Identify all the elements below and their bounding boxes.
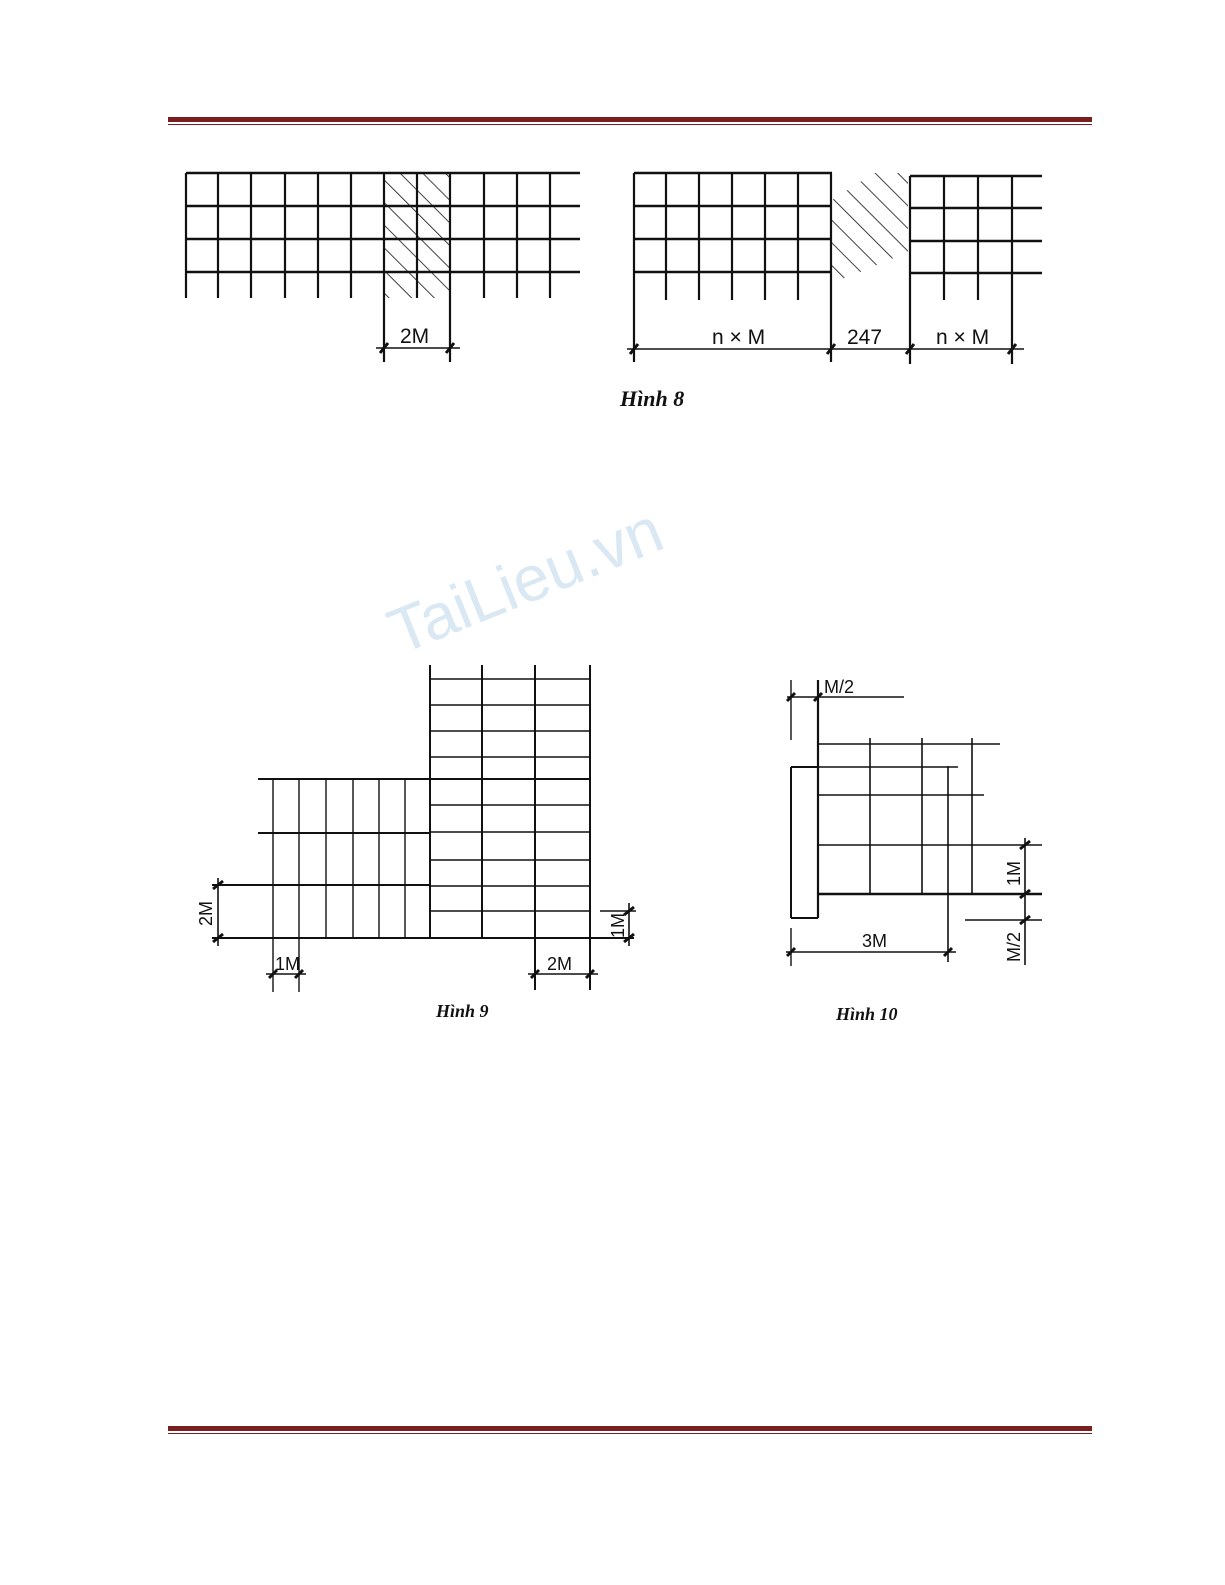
figure8-left-dim-label: 2M xyxy=(400,325,430,348)
figure10-grid xyxy=(786,680,1042,966)
figure10-dim-1m-vertical: 1M xyxy=(1004,860,1024,886)
figure10-dim-3m: 3M xyxy=(862,931,888,951)
figure8-right-dim-label-3: n × M xyxy=(936,326,990,349)
figure8-right-dim-label-1: n × M xyxy=(712,326,766,349)
figure10-dim-half-m-vertical: M/2 xyxy=(1004,931,1024,962)
watermark: TaiLieu.vn xyxy=(378,493,673,668)
figure10-dim-half-m-top: M/2 xyxy=(824,677,855,697)
figure9-dim-2m-vertical: 2M xyxy=(196,900,216,926)
figure9-dim-1m-vertical: 1M xyxy=(608,912,628,938)
figure8-caption: Hình 8 xyxy=(620,386,685,411)
figure9-caption: Hình 9 xyxy=(436,1001,489,1021)
figure8-right-dim-label-2: 247 xyxy=(847,326,883,349)
figure9-dim-1m-horizontal: 1M xyxy=(275,954,301,974)
figure9-grid xyxy=(212,665,636,992)
figure9-dim-2m-horizontal: 2M xyxy=(547,954,573,974)
figure10-caption: Hình 10 xyxy=(836,1004,898,1024)
figure8-left-grid xyxy=(186,173,580,362)
